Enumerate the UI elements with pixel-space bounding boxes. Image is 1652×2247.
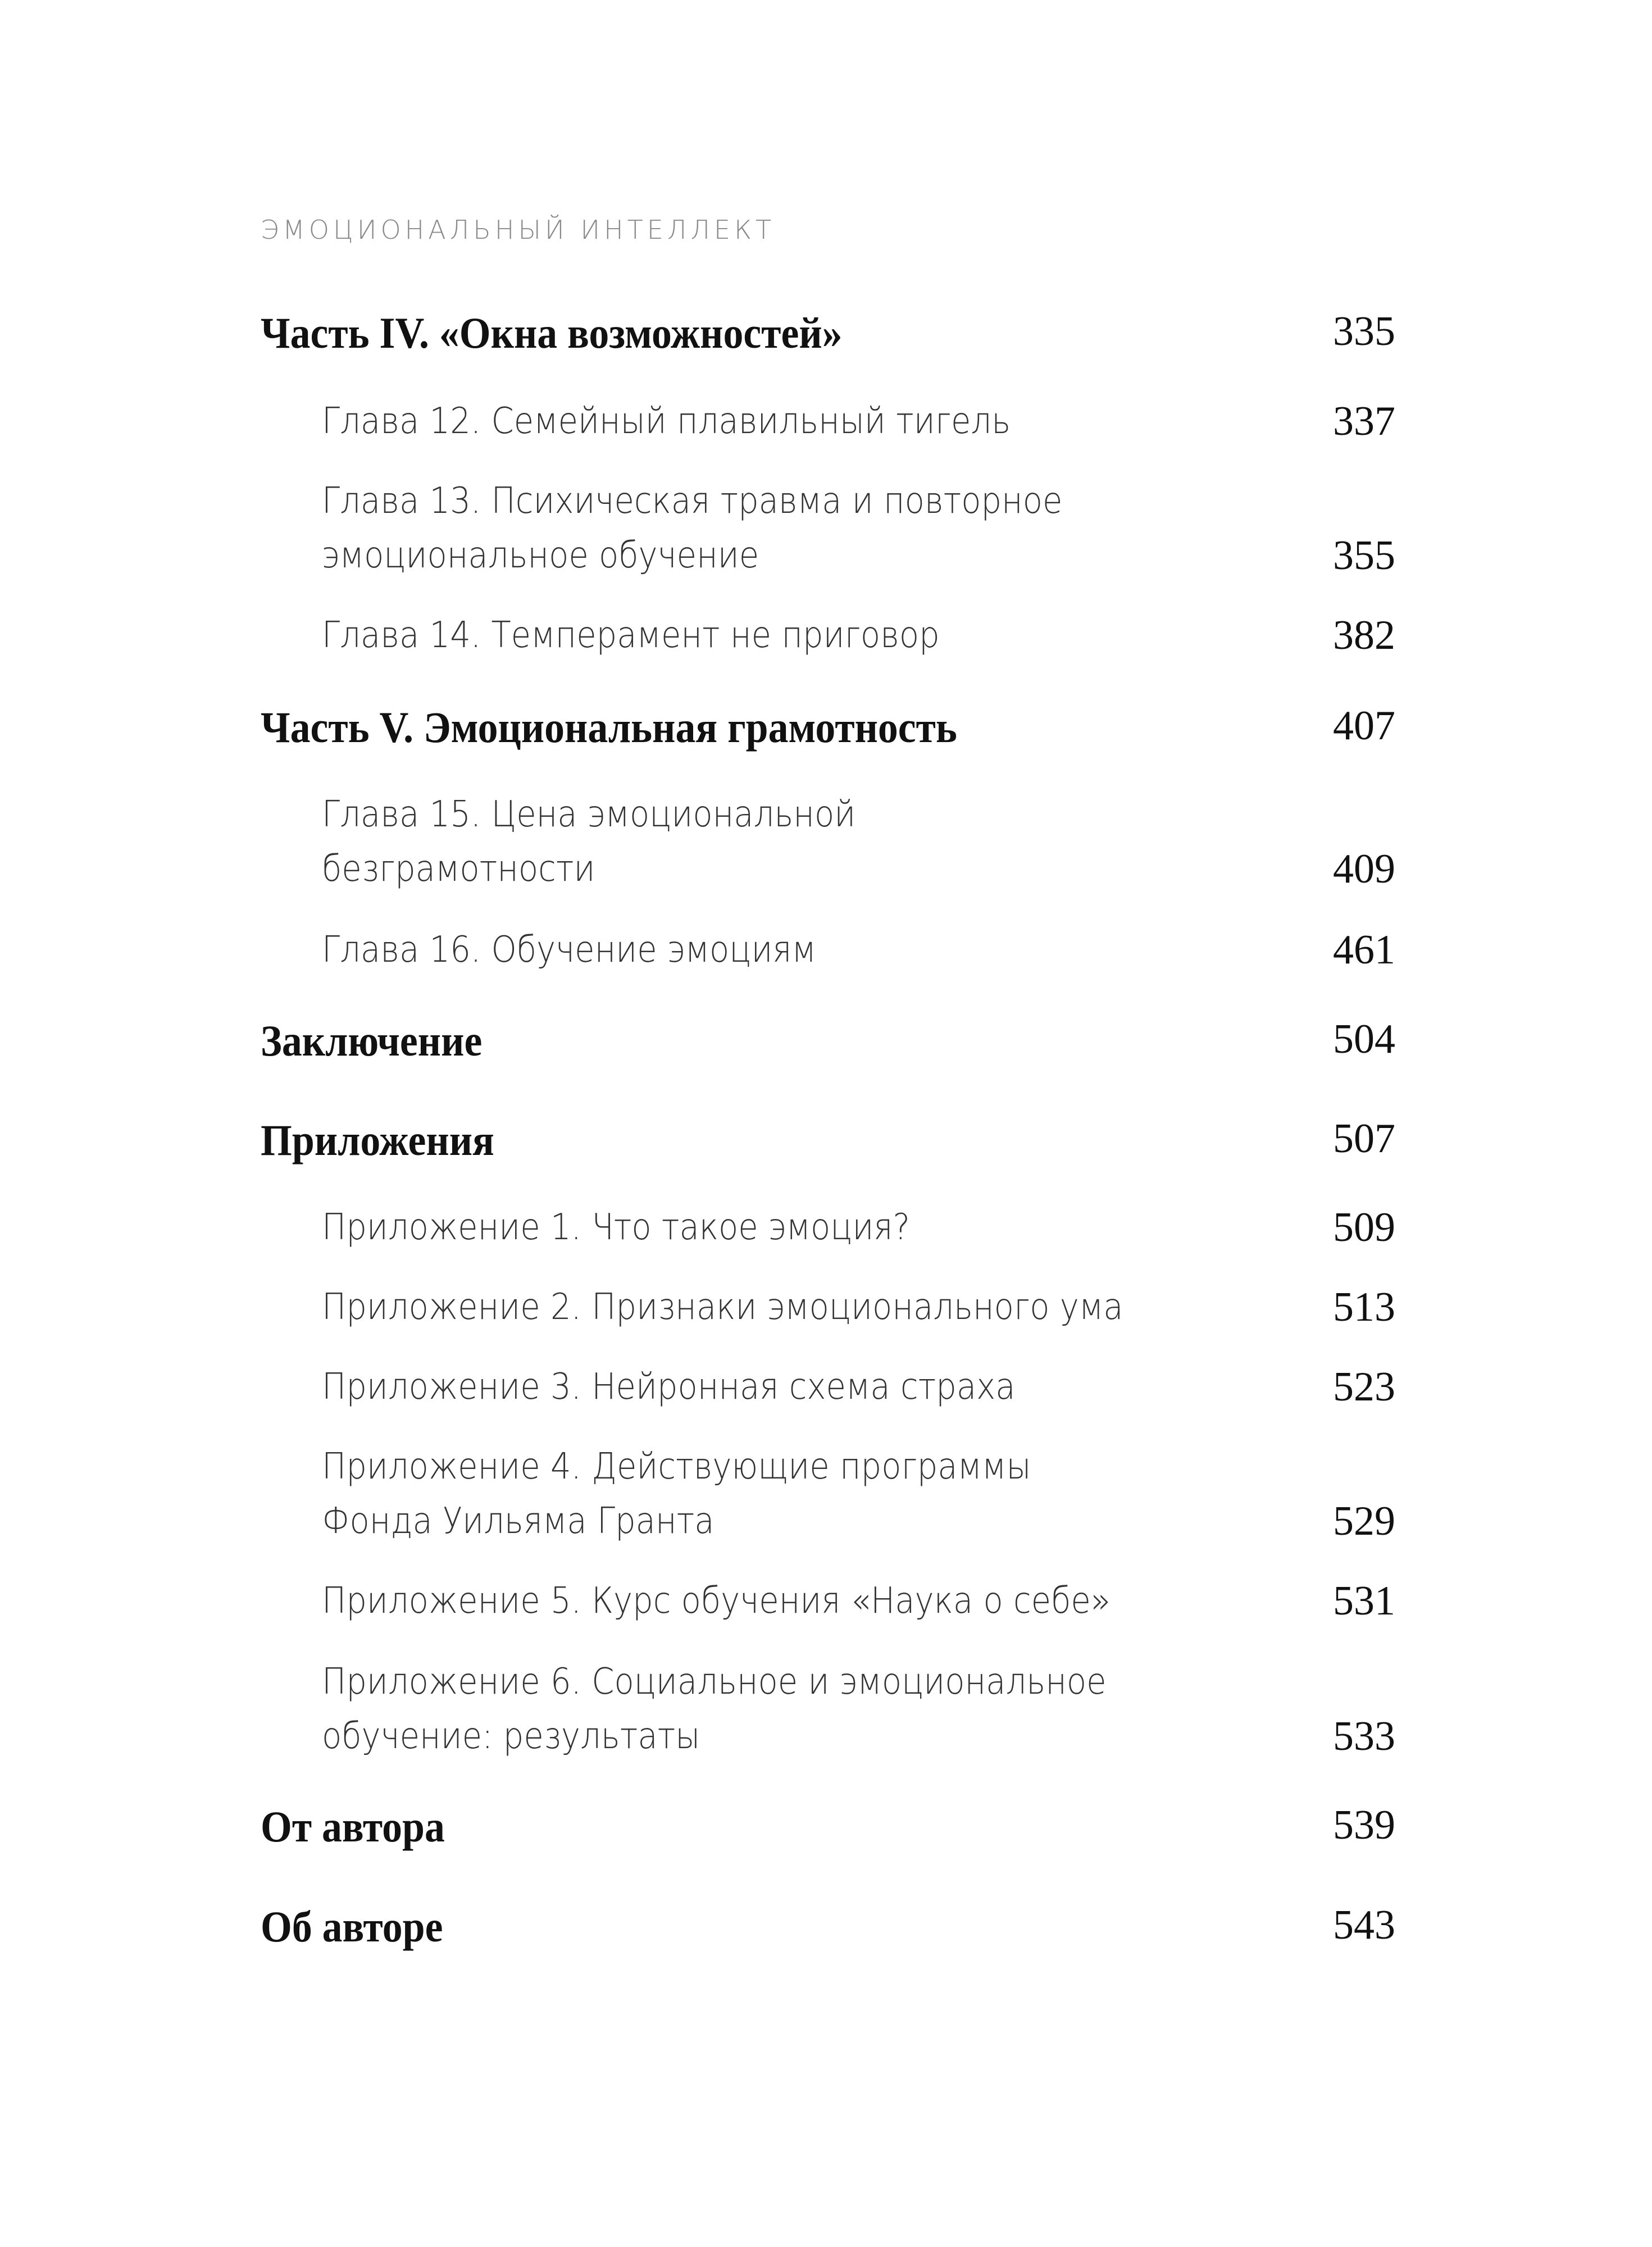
toc-page-number: 523 xyxy=(1333,1364,1395,1410)
toc-title: Приложение 2. Признаки эмоционального ума xyxy=(322,1286,1123,1328)
toc-title-line-2: Фонда Уильяма Гранта xyxy=(322,1500,714,1542)
toc-title: Заключение xyxy=(261,1016,483,1065)
toc-page-number: 507 xyxy=(1333,1116,1395,1162)
toc-title-line-1: Глава 15. Цена эмоциональной xyxy=(322,794,856,835)
toc-chapter-13[interactable] xyxy=(261,474,1395,583)
toc-appendix-5[interactable] xyxy=(261,1574,1395,1629)
toc-chapter-15[interactable] xyxy=(261,788,1395,897)
toc-appendix-3[interactable] xyxy=(261,1360,1395,1414)
toc-title: От автора xyxy=(261,1802,445,1851)
toc-appendix-6[interactable] xyxy=(261,1655,1395,1764)
toc-page-number: 337 xyxy=(1333,398,1395,444)
toc-title-line-1: Приложение 6. Социальное и эмоциональное xyxy=(322,1661,1107,1703)
toc-page-number: 539 xyxy=(1333,1802,1395,1848)
toc-page-number: 407 xyxy=(1333,703,1395,749)
toc-page-number: 531 xyxy=(1333,1578,1395,1624)
toc-title: Часть IV. «Окна возможностей» xyxy=(261,308,843,357)
toc-page-number: 382 xyxy=(1333,612,1395,658)
toc-appendix-1[interactable] xyxy=(261,1200,1395,1255)
toc-chapter-14[interactable] xyxy=(261,608,1395,663)
toc-title-line-2: безграмотности xyxy=(322,848,595,890)
toc-title: Приложение 1. Что такое эмоция? xyxy=(322,1207,911,1248)
toc-part-5[interactable] xyxy=(261,702,1395,758)
toc-chapter-16[interactable] xyxy=(261,923,1395,977)
toc-page-number: 335 xyxy=(1333,308,1395,354)
running-head: ЭМОЦИОНАЛЬНЫЙ ИНТЕЛЛЕКТ xyxy=(261,215,776,245)
toc-appendix-4[interactable] xyxy=(261,1440,1395,1549)
toc-title: Глава 16. Обучение эмоциям xyxy=(322,929,816,971)
toc-chapter-12[interactable] xyxy=(261,394,1395,449)
toc-part-4[interactable] xyxy=(261,308,1395,364)
toc-conclusion[interactable] xyxy=(261,1016,1395,1072)
toc-title: Приложение 3. Нейронная схема страха xyxy=(322,1366,1016,1408)
toc-title: Приложения xyxy=(261,1116,494,1165)
toc-page-number: 504 xyxy=(1333,1016,1395,1062)
toc-title: Глава 12. Семейный плавильный тигель xyxy=(322,401,1011,442)
toc-title: Приложение 5. Курс обучения «Наука о себе» xyxy=(322,1580,1111,1622)
toc-page-number: 509 xyxy=(1333,1204,1395,1250)
toc-title-line-1: Приложение 4. Действующие программы xyxy=(322,1446,1031,1488)
toc-title: Об авторе xyxy=(261,1902,443,1951)
toc-page-number: 533 xyxy=(1333,1713,1395,1759)
toc-page-number: 461 xyxy=(1333,927,1395,973)
toc-page-number: 409 xyxy=(1333,846,1395,892)
toc-title: Глава 14. Темперамент не приговор xyxy=(322,615,940,656)
toc-about-author[interactable] xyxy=(261,1902,1395,1958)
toc-page-number: 355 xyxy=(1333,533,1395,579)
toc-appendix-2[interactable] xyxy=(261,1280,1395,1335)
toc-title-line-1: Глава 13. Психическая травма и повторное xyxy=(322,480,1063,522)
toc-title-line-2: обучение: результаты xyxy=(322,1716,700,1757)
toc-appendices[interactable] xyxy=(261,1115,1395,1171)
toc-page-number: 543 xyxy=(1333,1902,1395,1948)
toc-page-number: 529 xyxy=(1333,1498,1395,1544)
toc-title: Часть V. Эмоциональная грамотность xyxy=(261,703,957,752)
toc-from-author[interactable] xyxy=(261,1802,1395,1858)
toc-page-number: 513 xyxy=(1333,1284,1395,1330)
toc-title-line-2: эмоциональное обучение xyxy=(322,535,759,576)
